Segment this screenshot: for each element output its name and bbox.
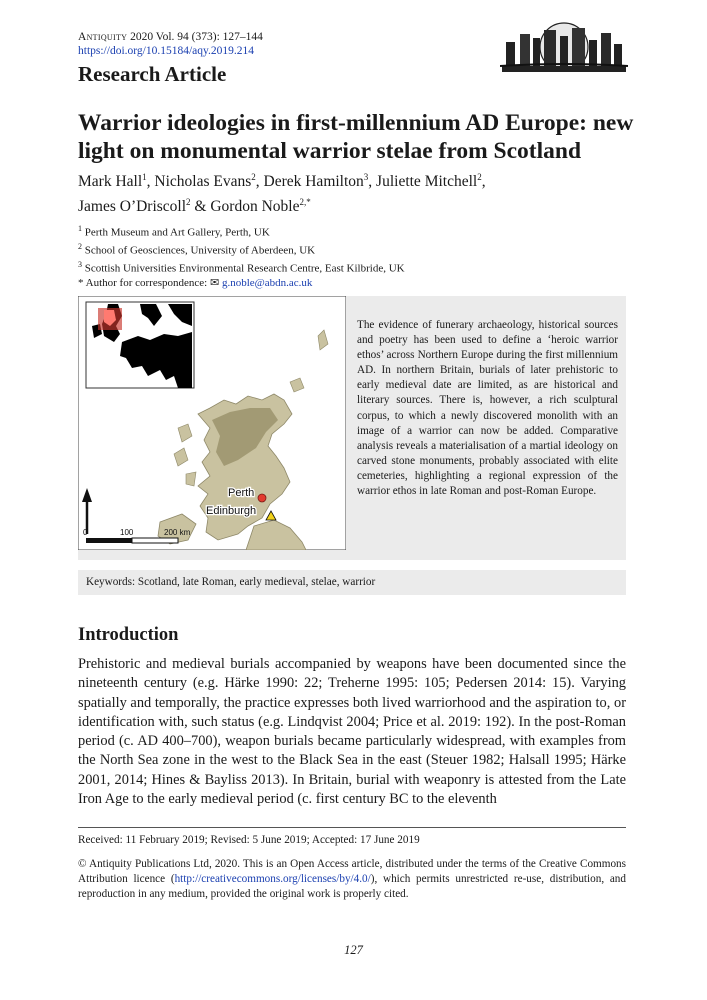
author: Mark Hall$^1$, (78, 172, 155, 191)
affiliation: $^1$ Perth Museum and Art Gallery, Perth, UK (78, 224, 270, 239)
author: Juliette Mitchell$^2$, (376, 172, 486, 191)
footnote-divider (78, 827, 626, 828)
journal-citation (78, 30, 263, 45)
scale-zero: 0 (83, 528, 88, 537)
scale-mid: 100 (120, 528, 134, 537)
perth-label: Perth (228, 487, 255, 499)
license-text: © Antiquity Publications Ltd, 2020. This is an Open Access article, distributed under the terms of the Creative Commons Attribution licence (http://creativecommons.org/licenses/by/4.0/), which permits unrestricted re-use, distribution, and reproduction in any medium, provided the original work is properly cited. (78, 858, 626, 900)
introduction-text: Prehistoric and medieval burials accompanied by weapons have been documented since the nineteenth century (e.g. Härke 1990: 22; Treherne 1995: 105; Pedersen 2014: 15). Varying spatially and temporally, the practice expresses both lived warriorhood and the aspiration to, or identification with, such status (e.g. Lindqvist 2004; Price et al. 2019: 192). In the post-Roman period (c. AD 400–700), weapon burials became particularly widespread, with examples from the North Sea zone in the west to the Black Sea in the east (Steuer 1982; Halsall 1995; Härke 2001, 2014; Hines & Bayliss 2013). In Britain, burial with weaponry is attested from the Late Iron Age to the early medieval period (c. first century BC to the eleventh (78, 656, 626, 808)
received-dates: Received: 11 February 2019; Revised: 5 June 2019; Accepted: 17 June 2019 (78, 834, 420, 846)
author-list (78, 167, 638, 217)
scale-max: 200 km (164, 528, 191, 537)
affiliation: $^2$ School of Geosciences, University of Aberdeen, UK (78, 242, 316, 257)
page-number: 127 (344, 943, 363, 957)
author: James O’Driscoll$^2$ & (78, 197, 211, 216)
journal-logo-stones (500, 22, 628, 72)
article-title: Warrior ideologies in first-millennium AD Europe: new light on monumental warrior stelae from Scotland (78, 110, 634, 164)
perth-marker (258, 494, 266, 502)
license-link[interactable]: http://creativecommons.org/licenses/by/4.0/ (174, 873, 371, 885)
section-heading-introduction: Introduction (78, 625, 179, 645)
correspondence: * Author for correspondence: ✉ g.noble@abdn.ac.uk (78, 277, 313, 290)
article-type: Research Article (78, 62, 227, 86)
inset-map-europe (86, 302, 194, 388)
author: Nicholas Evans$^2$, (154, 172, 264, 191)
email-link[interactable]: g.noble@abdn.ac.uk (221, 277, 313, 290)
affiliations (78, 222, 405, 291)
location-map (78, 296, 346, 550)
doi-line (78, 45, 254, 57)
doi-link[interactable]: https://doi.org/10.15184/aqy.2019.214 (78, 45, 255, 57)
keywords: Keywords: Scotland, late Roman, early medieval, stelae, warrior (86, 576, 376, 588)
map-island (186, 472, 196, 486)
journal-details: 2020 Vol. 94 (373): 127–144 (127, 31, 263, 43)
journal-name: Antiquity (78, 31, 128, 43)
author: Derek Hamilton$^3$, (263, 172, 377, 191)
affiliation: $^3$ Scottish Universities Environmental Research Centre, East Kilbride, UK (78, 260, 405, 275)
author: Gordon Noble$^{2,*}$ (210, 197, 311, 216)
abstract-text: The evidence of funerary archaeology, historical sources and poetry has been used to define a ‘heroic warrior ethos’ across Northern Europe during the first millennium AD. In northern Britain, burials of later prehistoric to early medieval date are limited, as are historical and literary sources. There is, however, a rich sculptural corpus, to which a newly discovered monolith with an image of a warrior can now be added. Comparative analysis reveals a materialisation of a martial ideology on carved stone monuments, probably associated with elite cemeteries, highlighting a regional expression of the warrior ethos in late Roman and post-Roman Europe. (357, 319, 618, 498)
edinburgh-label: Edinburgh (206, 505, 257, 517)
